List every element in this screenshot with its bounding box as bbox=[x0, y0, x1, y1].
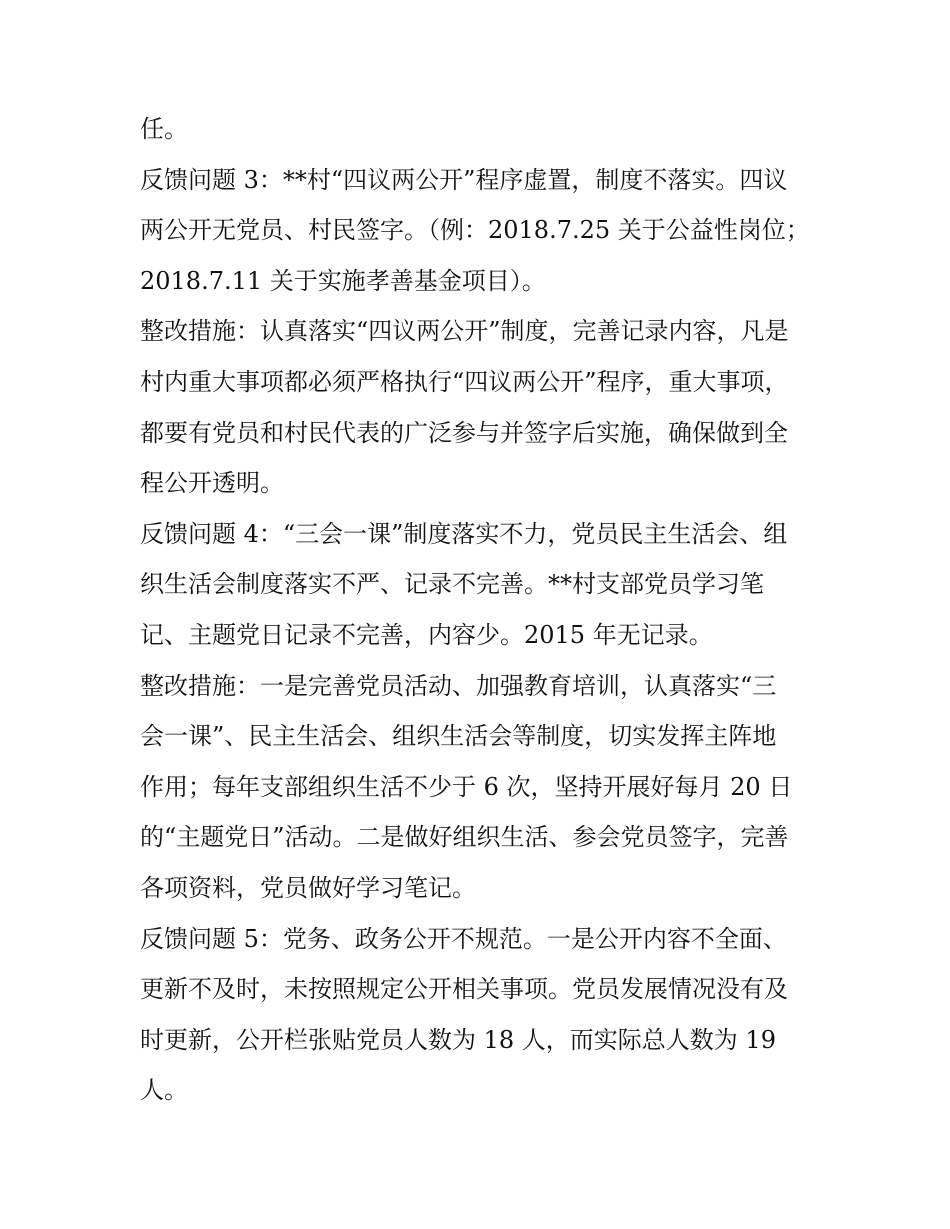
text-line: 整改措施：认真落实“四议两公开”制度，完善记录内容，凡是 bbox=[140, 317, 789, 346]
text-line: 反馈问题 4：“三会一课”制度落实不力，党员民主生活会、组 bbox=[140, 519, 788, 548]
text-line: 人。 bbox=[140, 1076, 188, 1105]
text-line: 织生活会制度落实不严、记录不完善。**村支部党员学习笔 bbox=[140, 570, 764, 599]
text-line: 程公开透明。 bbox=[140, 469, 284, 498]
text-line: 作用；每年支部组织生活不少于 6 次，坚持开展好每月 20 日 bbox=[140, 772, 793, 801]
text-line: 更新不及时，未按照规定公开相关事项。党员发展情况没有及 bbox=[140, 975, 788, 1004]
text-line: 记、主题党日记录不完善，内容少。2015 年无记录。 bbox=[140, 620, 713, 649]
text-line: 反馈问题 5：党务、政务公开不规范。一是公开内容不全面、 bbox=[140, 924, 787, 953]
document-body bbox=[140, 104, 830, 1116]
text-line: 任。 bbox=[140, 115, 188, 143]
text-line: 村内重大事项都必须严格执行“四议两公开”程序，重大事项， bbox=[140, 367, 789, 396]
text-line: 的“主题党日”活动。二是做好组织生活、参会党员签字，完善 bbox=[140, 823, 789, 852]
text-line: 会一课”、民主生活会、组织生活会等制度，切实发挥主阵地 bbox=[140, 722, 777, 751]
text-line: 各项资料，党员做好学习笔记。 bbox=[140, 873, 476, 902]
text-line: 反馈问题 3：**村“四议两公开”程序虚置，制度不落实。四议 bbox=[140, 165, 788, 194]
text-line: 两公开无党员、村民签字。（例：2018.7.25 关于公益性岗位； bbox=[140, 216, 810, 245]
text-line: 时更新，公开栏张贴党员人数为 18 人，而实际总人数为 19 bbox=[140, 1025, 776, 1054]
text-line: 整改措施：一是完善党员活动、加强教育培训，认真落实“三 bbox=[140, 671, 777, 700]
text-line: 都要有党员和村民代表的广泛参与并签字后实施，确保做到全 bbox=[140, 418, 788, 447]
text-line: 2018.7.11 关于实施孝善基金项目）。 bbox=[140, 266, 546, 295]
